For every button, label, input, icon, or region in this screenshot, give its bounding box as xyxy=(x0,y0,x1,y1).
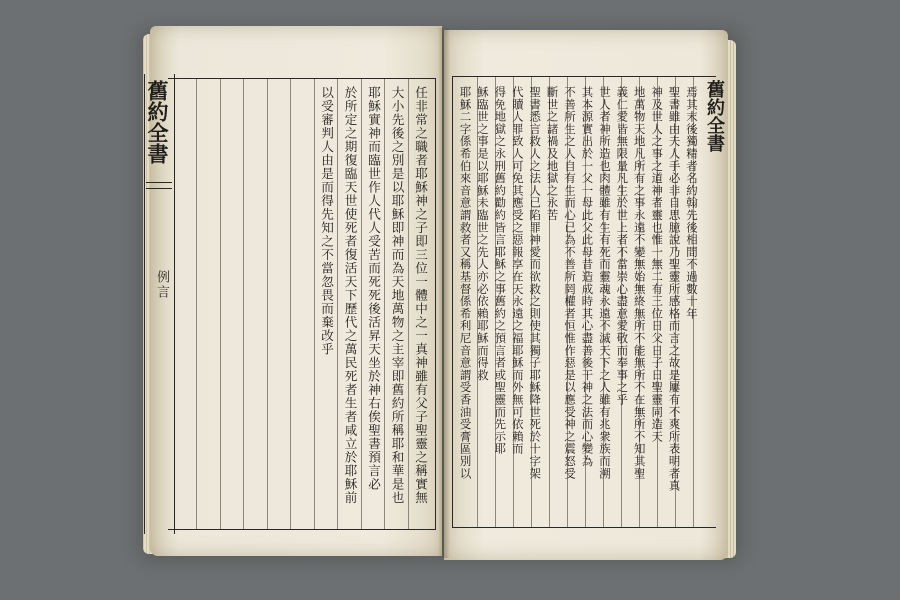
book-gutter xyxy=(438,28,450,558)
left-page-text xyxy=(220,86,432,526)
right-page-text xyxy=(456,86,700,526)
text-column: 世人者神所造也肉體雖有生有死而靈魂永遠不滅天下之人雖有兆衆族而溯 xyxy=(597,86,612,480)
text-column: 以受審判人由是而得先知之不當忽畏而棄改乎 xyxy=(319,86,334,356)
column-rule xyxy=(196,79,197,529)
text-column: 耶穌二字係希伯來音意謂救者又稱基督係希利尼音意謂受香油受膏區別以 xyxy=(458,86,473,480)
text-column: 其本源實出於一父一母此父此母昔造成時其心盡善後干神之法而心變為 xyxy=(580,86,595,468)
margin-section-title: 例言 xyxy=(154,270,169,300)
text-column: 地萬物天地凡所有之事永遠不變無始無終無所不能無所不在無所不知其聖 xyxy=(632,86,647,480)
text-column: 代贖人罪致人可免其應受之惡報享在天永遠之福耶穌而外無可依賴而 xyxy=(510,86,525,455)
right-center-margin xyxy=(702,78,724,528)
text-column: 義仁愛皆無限量凡生於世上者不當崇心盡意愛敬而奉事之乎 xyxy=(615,86,630,406)
text-column: 神及世人之事之道神者靈也惟一無二有三位日父日子日聖靈同造天 xyxy=(650,86,665,443)
text-column: 聖書雖由夫人手必非自思臆說乃聖靈所感格而言之故是屢有不爽所表明者真 xyxy=(667,86,682,492)
text-column: 任非常之職者耶穌神之子即三位一體中之一真神雖有父子聖靈之稱實無 xyxy=(413,86,428,505)
text-column: 斷世之諸禍及地獄之永苦 xyxy=(545,86,560,222)
text-column: 於所定之期復臨天世使死者復活天下歷代之萬民死者生者咸立於耶穌前 xyxy=(342,86,358,505)
margin-book-title: 舊約全書 xyxy=(145,80,170,164)
text-column: 耶穌實神而臨世作人代人受苦而死死後活昇天坐於神右俟聖書預言必 xyxy=(366,86,381,491)
text-column: 大小先後之別是以耶穌即神而為天地萬物之主宰即舊約所稱耶和華是也 xyxy=(389,86,405,505)
text-column: 聖書悉言救人之法人已陷罪神愛而欲救之則使其獨子耶穌降世死於十字架 xyxy=(528,86,543,480)
text-column: 焉其末後獨精者名約翰先後相間不過數十年 xyxy=(685,86,699,320)
text-column: 穌臨世之事是以耶穌未臨世之先人亦必依賴耶穌而得救 xyxy=(475,86,490,382)
text-column: 得免地獄之永刑舊約勸約皆言耶穌之事舊約之預言者或聖靈而先示耶 xyxy=(493,86,508,455)
margin-book-title: 舊約全書 xyxy=(704,80,725,152)
text-column: 不善所生之人自有生而心已為不善所罔權者恒惟作惡是以應受神之震怒受 xyxy=(563,86,578,480)
